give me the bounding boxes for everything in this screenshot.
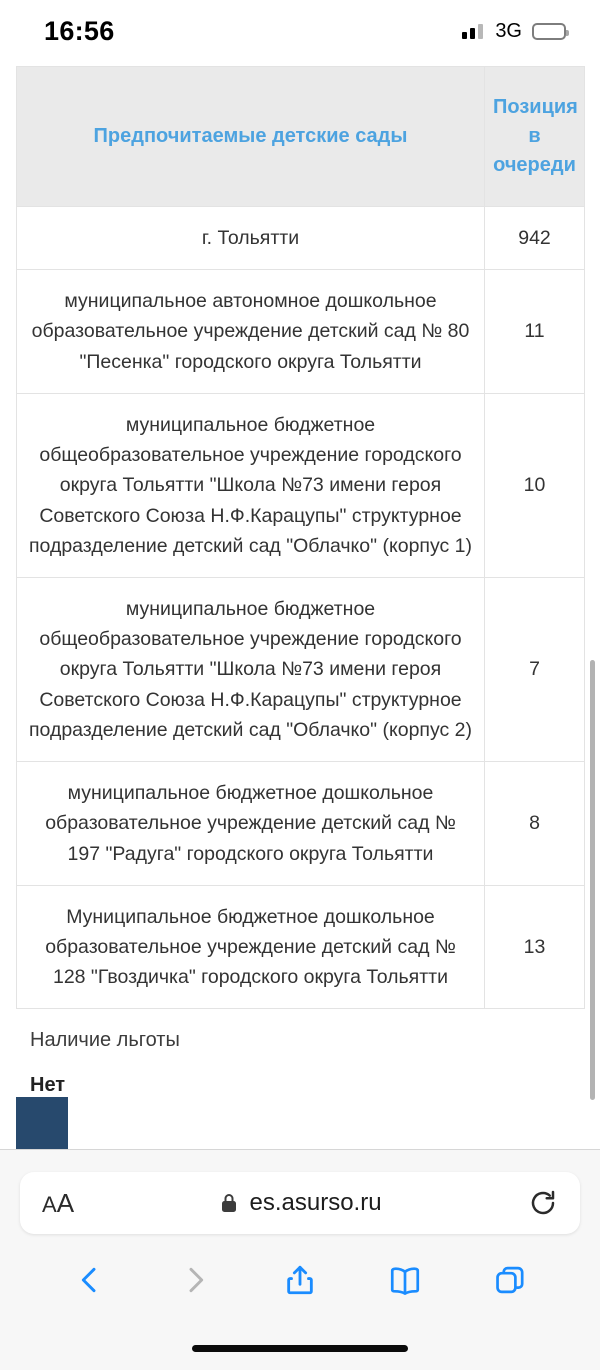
page-scrollbar[interactable] bbox=[590, 660, 595, 1100]
page-footer-strip-wrap bbox=[0, 1097, 600, 1149]
network-type-label: 3G bbox=[495, 19, 522, 42]
share-icon[interactable] bbox=[270, 1250, 330, 1310]
status-time: 16:56 bbox=[44, 15, 115, 46]
cell-kindergarten-name: Муниципальное бюджетное дошкольное образовательное учреждение детский сад № 128 "Гвоздичка" городского округа Тольятти bbox=[17, 885, 485, 1009]
table-body bbox=[17, 207, 585, 1009]
home-indicator-area bbox=[20, 1326, 580, 1370]
cell-kindergarten-name: г. Тольятти bbox=[17, 207, 485, 270]
address-bar[interactable] bbox=[20, 1172, 580, 1234]
browser-toolbar bbox=[20, 1234, 580, 1326]
table-row bbox=[17, 270, 585, 394]
url-text: es.asurso.ru bbox=[249, 1189, 382, 1217]
table-header bbox=[17, 67, 585, 207]
table-row bbox=[17, 577, 585, 761]
signal-bars-icon bbox=[462, 23, 483, 39]
book-icon[interactable] bbox=[375, 1250, 435, 1310]
queue-table bbox=[16, 66, 585, 1009]
cell-queue-position: 7 bbox=[485, 577, 585, 761]
table-row bbox=[17, 885, 585, 1009]
page-content bbox=[0, 62, 600, 1097]
browser-chrome bbox=[0, 1149, 600, 1370]
chevron-right-icon[interactable] bbox=[165, 1250, 225, 1310]
page-footer-strip bbox=[16, 1097, 68, 1149]
benefit-label: Наличие льготы bbox=[30, 1029, 180, 1052]
cell-kindergarten-name: муниципальное бюджетное дошкольное образовательное учреждение детский сад № 197 "Радуга" городского округа Тольятти bbox=[17, 762, 485, 886]
cell-kindergarten-name: муниципальное бюджетное общеобразовательное учреждение городского округа Тольятти "Школа №73 имени героя Советского Союза Н.Ф.Карацупы" структурное подразделение детский сад "Облачко" (корпус 2) bbox=[17, 577, 485, 761]
column-header-kindergartens: Предпочитаемые детские сады bbox=[17, 67, 485, 207]
chevron-left-icon[interactable] bbox=[60, 1250, 120, 1310]
address-bar-center[interactable] bbox=[73, 1189, 528, 1217]
table-row bbox=[17, 393, 585, 577]
home-indicator[interactable] bbox=[192, 1345, 408, 1352]
battery-icon bbox=[532, 23, 566, 40]
cell-kindergarten-name: муниципальное бюджетное общеобразовательное учреждение городского округа Тольятти "Школа №73 имени героя Советского Союза Н.Ф.Карацупы" структурное подразделение детский сад "Облачко" (корпус 1) bbox=[17, 393, 485, 577]
table-row bbox=[17, 762, 585, 886]
cell-queue-position: 942 bbox=[485, 207, 585, 270]
cell-queue-position: 13 bbox=[485, 885, 585, 1009]
status-bar bbox=[0, 0, 600, 62]
cell-queue-position: 11 bbox=[485, 270, 585, 394]
benefit-value: Нет bbox=[30, 1074, 66, 1097]
benefit-section bbox=[16, 1009, 584, 1097]
tabs-icon[interactable] bbox=[480, 1250, 540, 1310]
cell-queue-position: 8 bbox=[485, 762, 585, 886]
cell-kindergarten-name: муниципальное автономное дошкольное образовательное учреждение детский сад № 80 "Песенка" городского округа Тольятти bbox=[17, 270, 485, 394]
column-header-position: Позиция в очереди bbox=[485, 67, 585, 207]
lock-icon bbox=[219, 1191, 239, 1215]
status-indicators bbox=[462, 20, 566, 43]
cell-queue-position: 10 bbox=[485, 393, 585, 577]
table-row bbox=[17, 207, 585, 270]
text-size-button[interactable]: A A bbox=[42, 1187, 74, 1218]
reload-icon[interactable] bbox=[528, 1188, 558, 1218]
